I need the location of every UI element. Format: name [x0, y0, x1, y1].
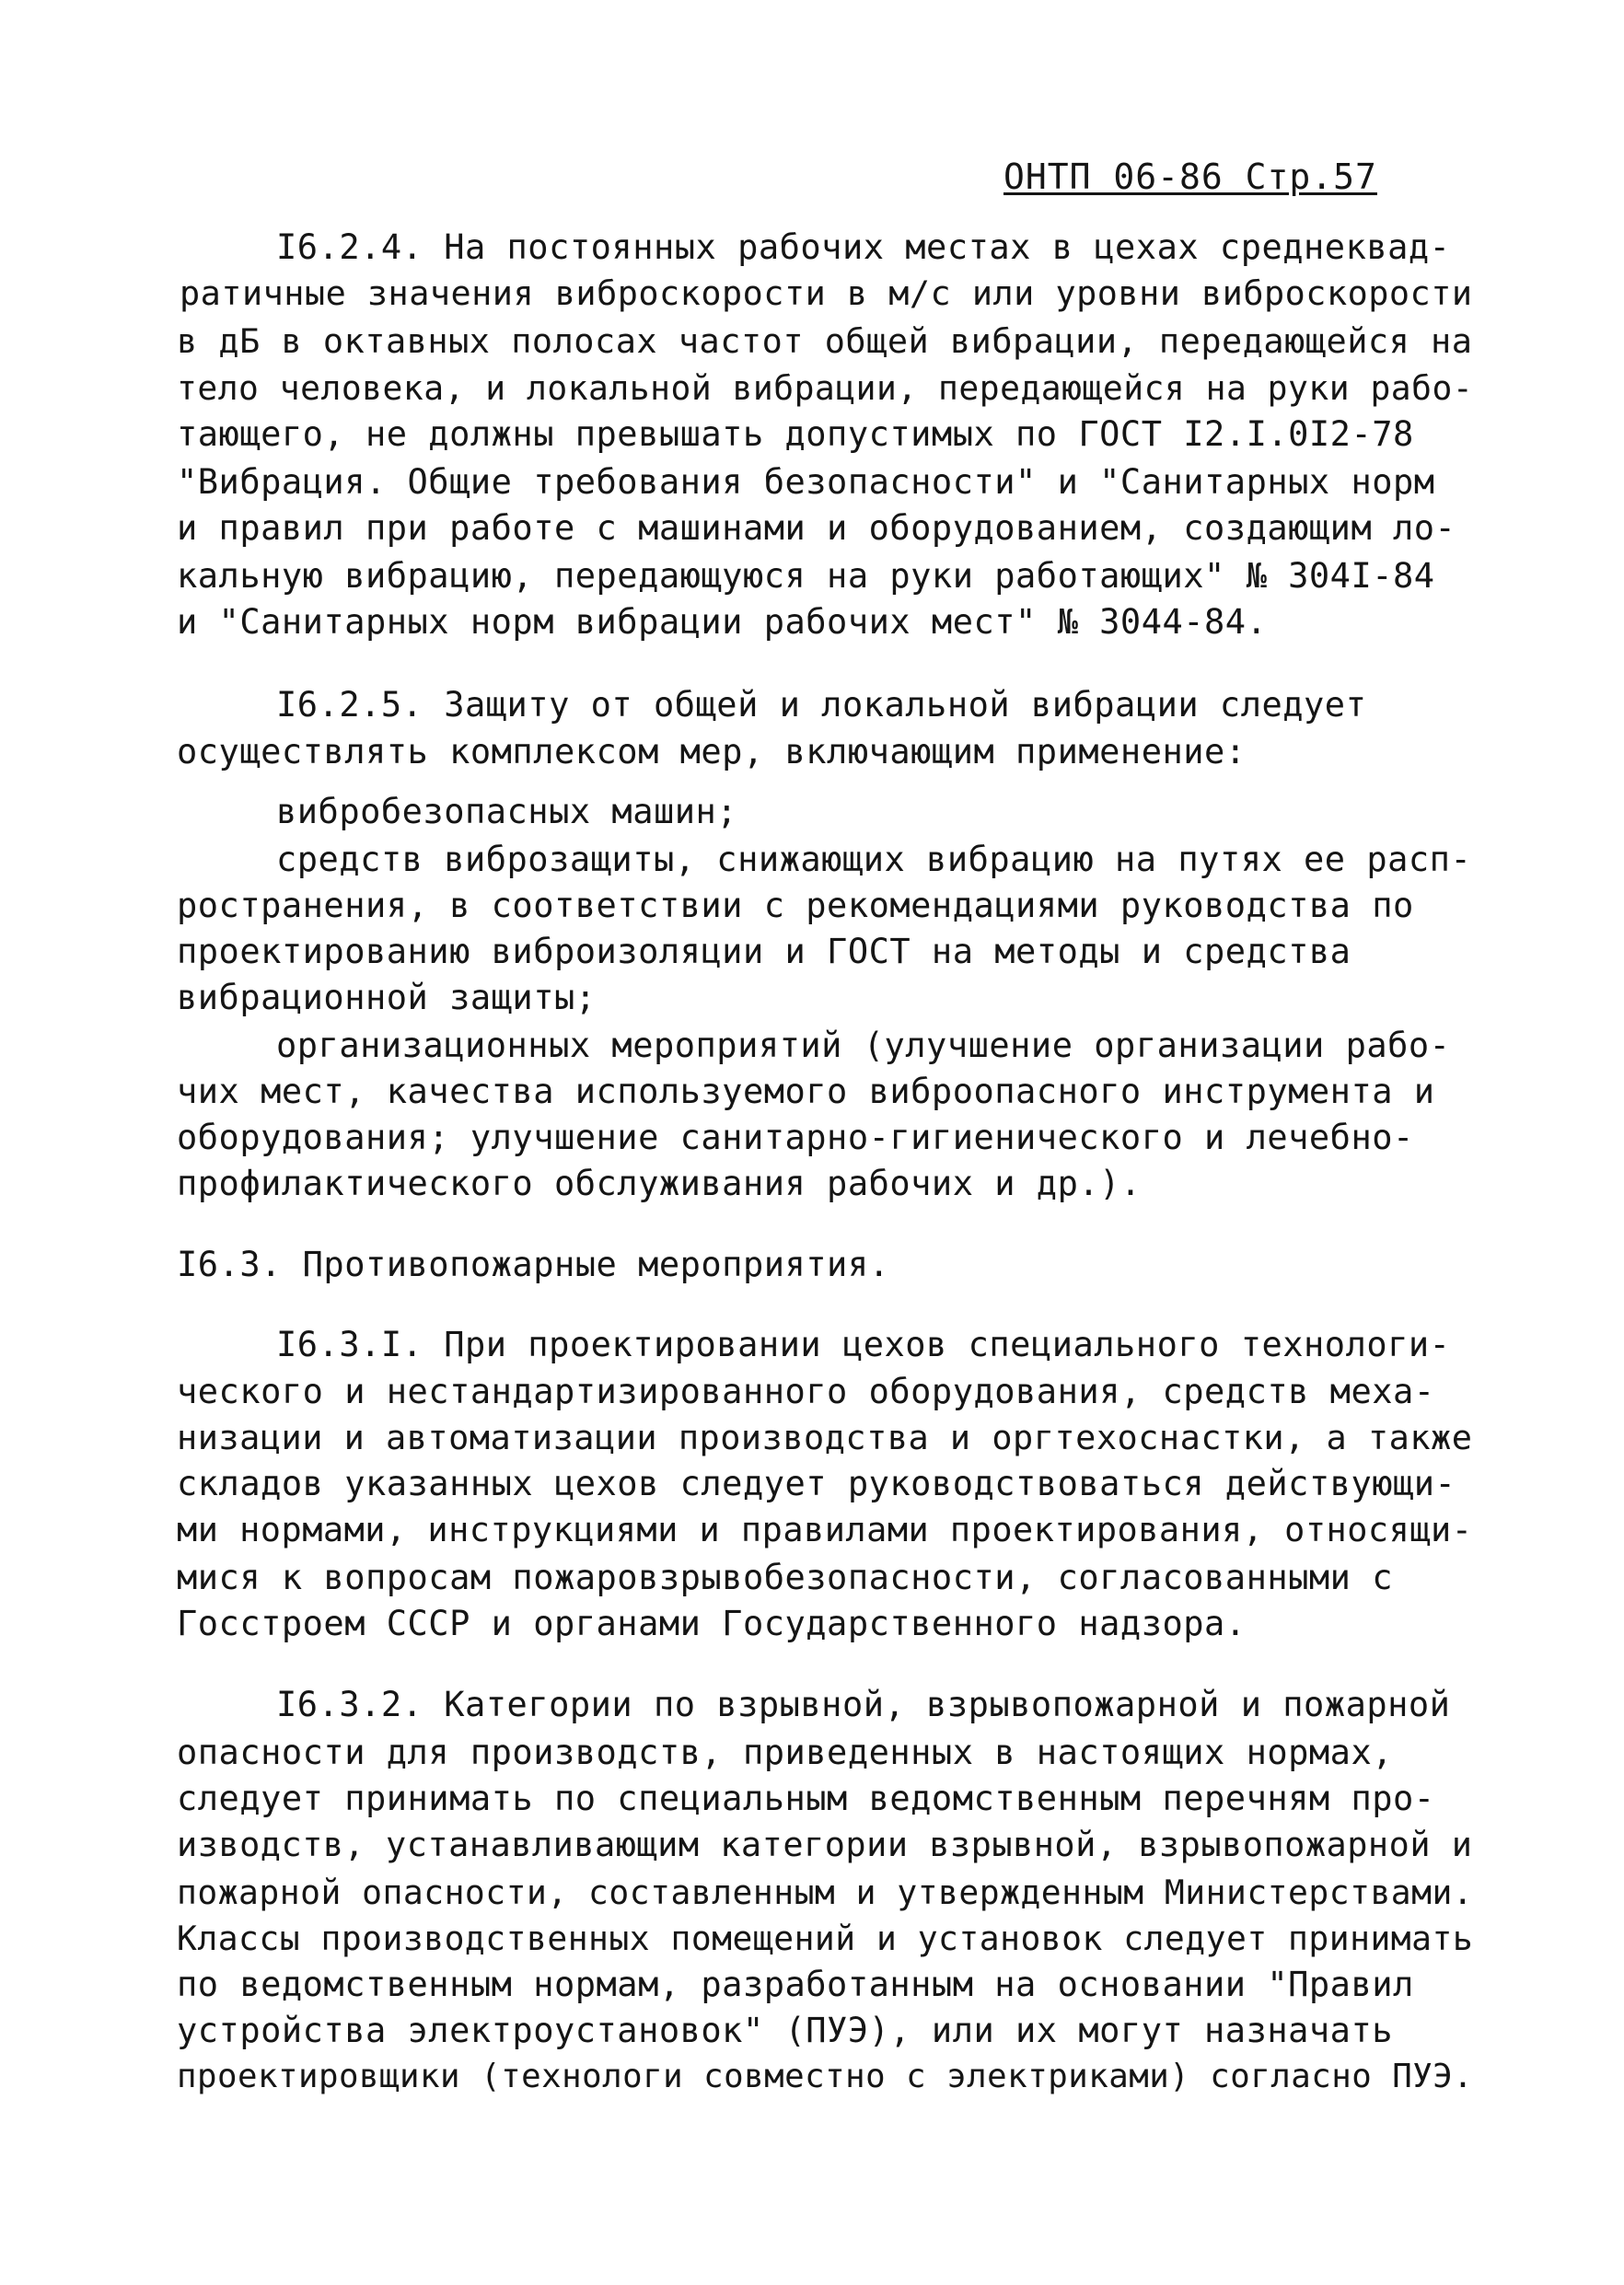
text-line: вибрационной защиты; [177, 978, 597, 1017]
text-line: Госстроем СССР и органами Государственного надзора. [177, 1604, 1247, 1643]
text-line: и правил при работе с машинами и оборудованием, создающим ло- [177, 508, 1456, 548]
text-line: I6.2.4. На постоянных рабочих местах в цехах среднеквад- [276, 227, 1451, 267]
text-line: ми нормами, инструкциями и правилами проектирования, относящи- [177, 1510, 1473, 1549]
text-line: низации и автоматизации производства и оргтехоснастки, а также [177, 1418, 1473, 1457]
text-line: I6.3.I. При проектировании цехов специального технологи- [276, 1325, 1451, 1364]
text-line: чих мест, качества используемого виброопасного инструмента и [177, 1072, 1435, 1111]
text-line: тело человека, и локальной вибрации, передающейся на руки рабо- [177, 368, 1474, 408]
text-line: I6.3.2. Категории по взрывной, взрывопожарной и пожарной [276, 1685, 1451, 1724]
text-line: вибробезопасных машин; [276, 792, 738, 831]
text-line: профилактического обслуживания рабочих и др.). [177, 1164, 1142, 1203]
text-line: устройства электроустановок" (ПУЭ), или их могут назначать [177, 2011, 1394, 2050]
text-line: тающего, не должны превышать допустимых по ГОСТ I2.I.0I2-78 [177, 414, 1414, 454]
text-line: проектировщики (технологи совместно с электриками) согласно ПУЭ. [177, 2058, 1474, 2095]
text-line: мися к вопросам пожаровзрывобезопасности, согласованными с [177, 1558, 1394, 1597]
text-line: изводств, устанавливающим категории взрывной, взрывопожарной и [177, 1825, 1473, 1864]
page-header: ОНТП 06-86 Стр.57 [1003, 157, 1377, 197]
text-line: средств виброзащиты, снижающих вибрацию на путях ее расп- [276, 840, 1472, 879]
section-heading: I6.3. Противопожарные мероприятия. [177, 1245, 890, 1284]
text-line: кальную вибрацию, передающуюся на руки работающих" № 304I-84 [177, 556, 1435, 596]
text-line: проектированию виброизоляции и ГОСТ на методы и средства [177, 932, 1351, 971]
text-line: складов указанных цехов следует руководствоваться действующи- [177, 1464, 1456, 1503]
text-line: "Вибрация. Общие требования безопасности" и "Санитарных норм [177, 462, 1435, 502]
text-line: оборудования; улучшение санитарно-гигиенического и лечебно- [177, 1118, 1414, 1157]
text-line: по ведомственным нормам, разработанным на основании "Правил [177, 1965, 1414, 2004]
text-line: и "Санитарных норм вибрации рабочих мест" № 3044-84. [177, 602, 1268, 642]
text-line: следует принимать по специальным ведомственным перечням про- [177, 1779, 1435, 1818]
text-line: Классы производственных помещений и установок следует принимать [177, 1919, 1474, 1958]
text-line: опасности для производств, приведенных в настоящих нормах, [177, 1733, 1394, 1772]
text-line: в дБ в октавных полосах частот общей вибрации, передающейся на [177, 321, 1473, 361]
text-line: ространения, в соответствии с рекомендациями руководства по [177, 886, 1414, 925]
text-line: ратичные значения виброскорости в м/с или уровни виброскорости [180, 273, 1473, 313]
text-line: организационных мероприятий (улучшение организации рабо- [276, 1026, 1451, 1065]
text-line: осуществлять комплексом мер, включающим применение: [177, 732, 1247, 771]
text-line: I6.2.5. Защиту от общей и локальной вибрации следует [276, 685, 1367, 725]
text-line: ческого и нестандартизированного оборудования, средств меха- [177, 1372, 1435, 1411]
text-line: пожарной опасности, составленным и утвержденным Министерствами. [177, 1873, 1474, 1912]
